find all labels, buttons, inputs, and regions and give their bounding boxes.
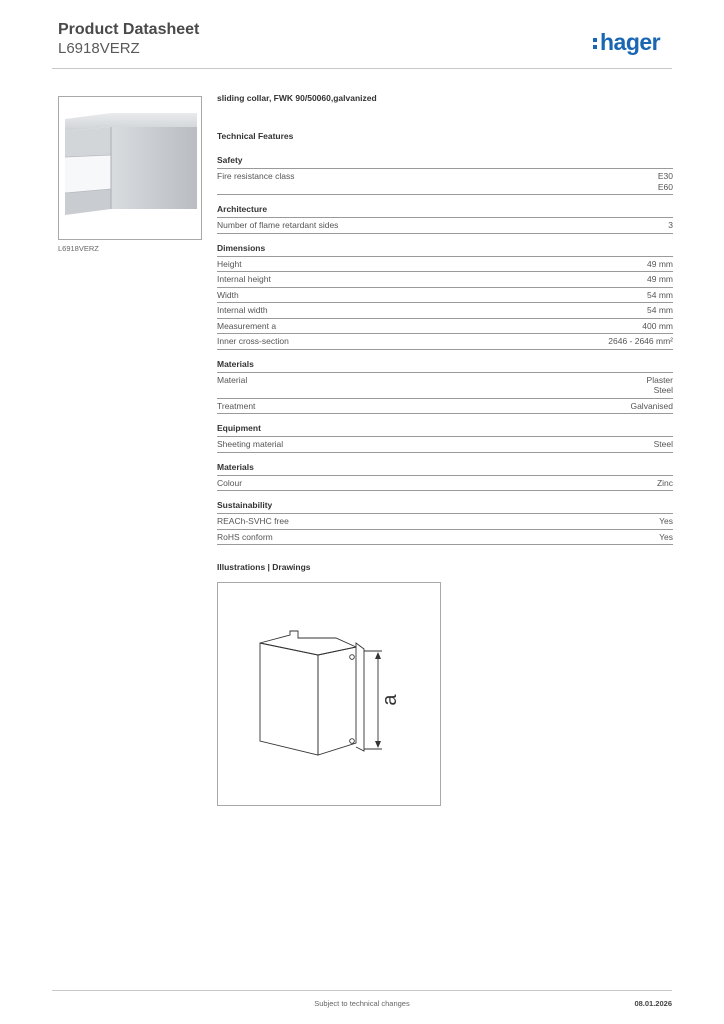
- spec-value: [659, 516, 673, 527]
- spec-value: [642, 321, 673, 332]
- spec-value: [668, 220, 673, 231]
- spec-row: [217, 303, 673, 319]
- section-title: Materials: [217, 461, 673, 476]
- spec-label: Colour: [217, 477, 243, 488]
- spec-section: [217, 242, 673, 350]
- spec-label: Treatment: [217, 400, 256, 411]
- spec-label: Width: [217, 289, 239, 300]
- product-image-caption: L6918VERZ: [58, 244, 99, 253]
- spec-value-line: Steel: [653, 385, 673, 395]
- spec-row: [217, 514, 673, 530]
- collar-drawing-icon: [218, 583, 440, 805]
- spec-value-line: Yes: [659, 531, 673, 542]
- section-title: Safety: [217, 154, 673, 169]
- spec-row: [217, 319, 673, 335]
- spec-label: Internal width: [217, 305, 268, 315]
- spec-value: [657, 478, 673, 489]
- spec-value: [608, 336, 673, 347]
- spec-label: REACh-SVHC free: [217, 516, 289, 526]
- spec-label: Material: [217, 374, 248, 385]
- spec-value-line: Zinc: [656, 477, 673, 488]
- spec-section: [217, 499, 673, 545]
- section-title: Equipment: [217, 422, 673, 437]
- spec-value-line: 2646 - 2646 mm²: [608, 336, 673, 346]
- technical-drawing: [217, 582, 441, 806]
- footer-note: Subject to technical changes: [314, 999, 410, 1008]
- spec-section: [217, 461, 673, 492]
- spec-row: [217, 169, 673, 195]
- spec-value: [647, 259, 673, 270]
- spec-row: [217, 218, 673, 234]
- spec-sections: [217, 154, 673, 545]
- spec-row: [217, 272, 673, 288]
- spec-value-line: 400 mm: [642, 320, 673, 331]
- technical-features-heading: Technical Features: [217, 131, 294, 141]
- spec-section: [217, 422, 673, 453]
- page-title: Product Datasheet: [58, 21, 200, 38]
- header-divider: [52, 68, 672, 69]
- brand-name: hager: [600, 28, 661, 55]
- footer-date: 08.01.2026: [634, 999, 672, 1008]
- brand-logo: [593, 28, 660, 56]
- spec-section: [217, 358, 673, 415]
- spec-value: [647, 290, 673, 301]
- spec-value: [647, 375, 673, 396]
- spec-value-line: Steel: [653, 439, 673, 449]
- spec-label: Sheeting material: [217, 439, 284, 449]
- spec-label: Internal height: [217, 274, 271, 284]
- spec-row: [217, 476, 673, 492]
- spec-value-line: 49 mm: [647, 274, 673, 284]
- spec-row: [217, 437, 673, 453]
- section-title: Sustainability: [217, 499, 673, 514]
- dimension-a-label: a: [379, 694, 401, 706]
- illustrations-heading: Illustrations | Drawings: [217, 562, 311, 572]
- spec-value-line: 49 mm: [647, 258, 673, 269]
- spec-row: [217, 288, 673, 304]
- spec-value: [630, 401, 673, 412]
- spec-value: [647, 305, 673, 316]
- spec-row: [217, 399, 673, 415]
- spec-value-line: Plaster: [646, 374, 673, 385]
- product-code: L6918VERZ: [58, 40, 140, 57]
- spec-value-line: 3: [668, 220, 673, 230]
- product-photo-icon: [59, 97, 201, 239]
- spec-value-line: 54 mm: [647, 305, 673, 315]
- section-title: Materials: [217, 358, 673, 373]
- spec-label: Measurement a: [217, 320, 277, 331]
- spec-value: [658, 171, 673, 192]
- spec-label: Number of flame retardant sides: [217, 220, 339, 230]
- spec-value: [654, 439, 673, 450]
- spec-column: [217, 92, 673, 553]
- spec-section: [217, 203, 673, 234]
- section-title: Dimensions: [217, 242, 673, 257]
- logo-dots-icon: [593, 38, 597, 49]
- spec-row: [217, 373, 673, 399]
- spec-value: [647, 274, 673, 285]
- spec-value: [659, 532, 673, 543]
- section-title: Architecture: [217, 203, 673, 218]
- spec-label: Inner cross-section: [217, 336, 289, 346]
- spec-row: [217, 334, 673, 350]
- spec-value-line: E30: [657, 171, 673, 181]
- spec-label: Height: [217, 258, 242, 269]
- footer-divider: [52, 990, 672, 991]
- spec-label: RoHS conform: [217, 531, 273, 542]
- spec-label: Fire resistance class: [217, 171, 295, 181]
- product-description: sliding collar, FWK 90/50060,galvanized: [217, 93, 377, 103]
- product-image: [58, 96, 202, 240]
- spec-value-line: E60: [657, 181, 673, 192]
- spec-value-line: Yes: [659, 516, 673, 526]
- spec-row: [217, 530, 673, 546]
- spec-section: [217, 154, 673, 195]
- spec-value-line: 54 mm: [647, 289, 673, 300]
- spec-row: [217, 257, 673, 273]
- spec-value-line: Galvanised: [630, 400, 673, 411]
